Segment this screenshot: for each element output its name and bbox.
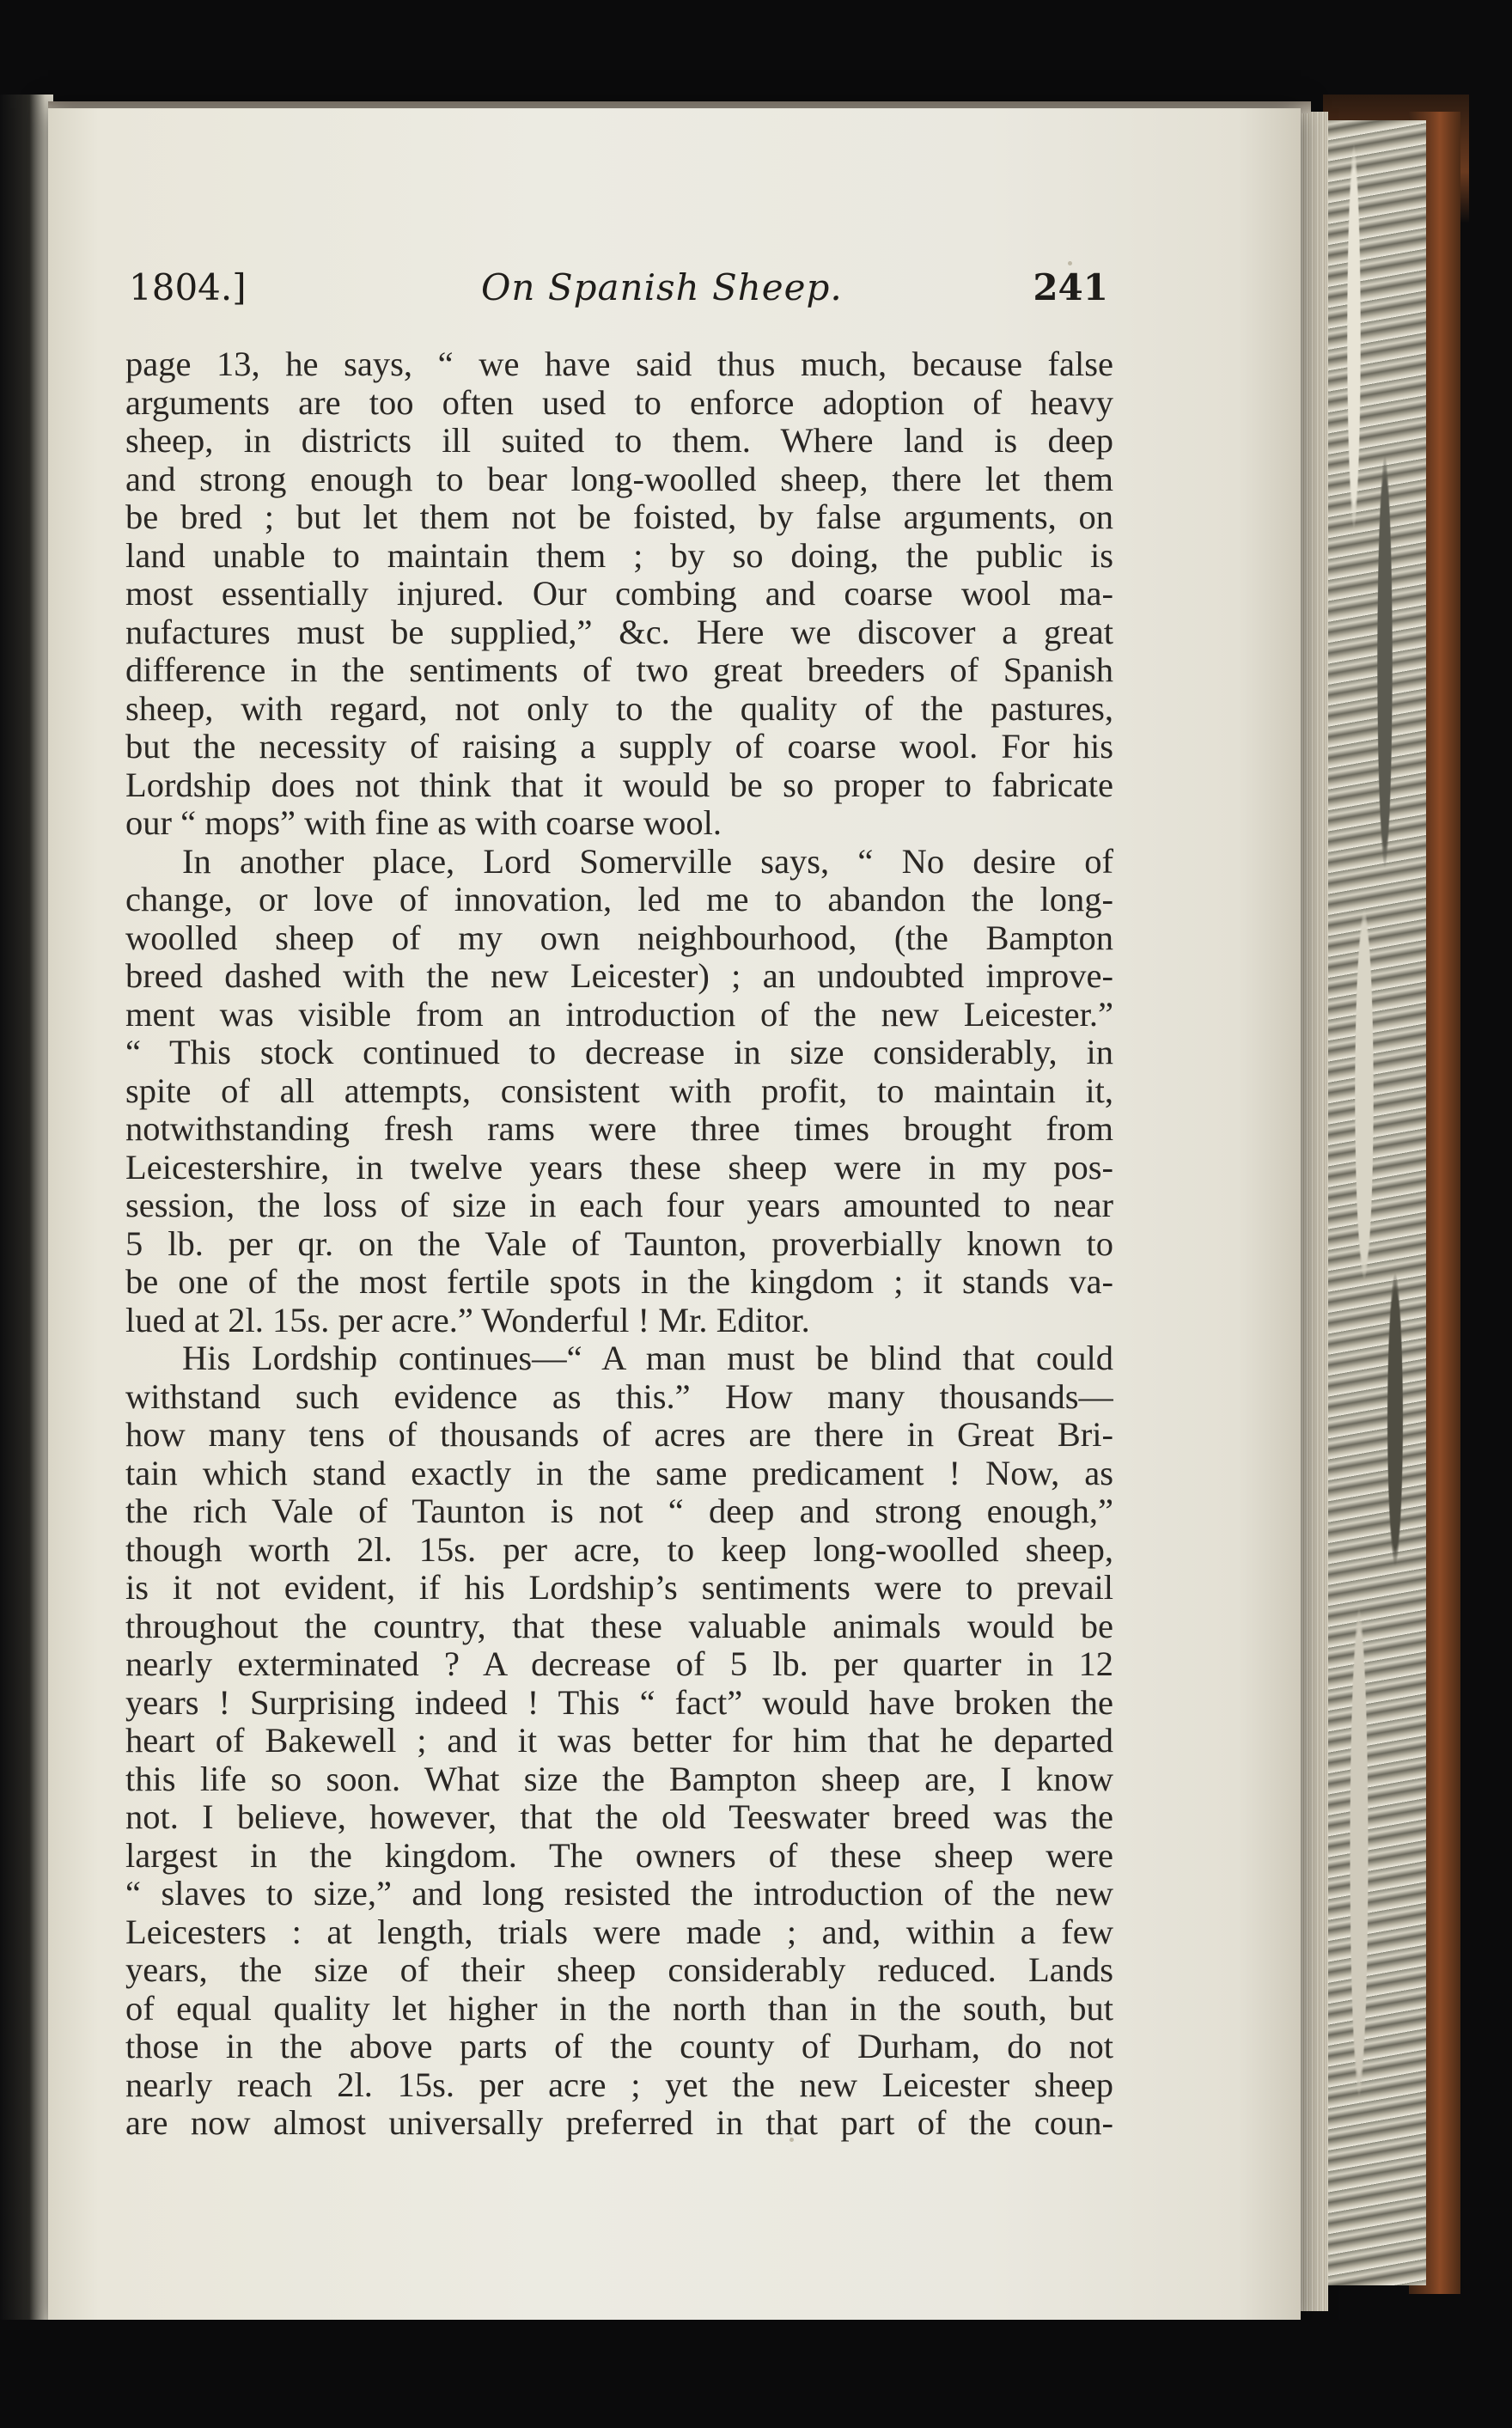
header-title: On Spanish Sheep.	[481, 266, 843, 308]
page-number: 241	[1033, 266, 1108, 308]
text-line: notwithstanding fresh rams were three times brought from	[125, 1110, 1113, 1148]
text-line: Lordship does not think that it would be so proper to fabricate	[125, 766, 1113, 804]
text-line: 5 lb. per qr. on the Vale of Taunton, proverbially known to	[125, 1224, 1113, 1263]
text-line: largest in the kingdom. The owners of these sheep were	[125, 1836, 1113, 1875]
text-line: though worth 2l. 15s. per acre, to keep long-woolled sheep,	[125, 1530, 1113, 1569]
text-line: difference in the sentiments of two great breeders of Spanish	[125, 651, 1113, 689]
text-line: heart of Bakewell ; and it was better for him that he departed	[125, 1722, 1113, 1760]
text-line: land unable to maintain them ; by so doing, the public is	[125, 536, 1113, 575]
text-line: how many tens of thousands of acres are there in Great Bri-	[125, 1416, 1113, 1454]
text-line: session, the loss of size in each four years amounted to near	[125, 1187, 1113, 1224]
text-line: be one of the most fertile spots in the kingdom ; it stands va-	[125, 1263, 1113, 1301]
text-line: arguments are too often used to enforce adoption of heavy	[125, 383, 1113, 422]
text-line: those in the above parts of the county of Durham, do not	[125, 2028, 1113, 2065]
text-line: Leicesters : at length, trials were made ; and, within a few	[125, 1913, 1113, 1951]
text-line: the rich Vale of Taunton is not “ deep and strong enough,”	[125, 1492, 1113, 1530]
text-line: tain which stand exactly in the same predicament ! Now, as	[125, 1454, 1113, 1492]
text-line: woolled sheep of my own neighbourhood, (the Bampton	[125, 918, 1113, 957]
text-line: ment was visible from an introduction of the new Leicester.”	[125, 995, 1113, 1034]
text-line: nearly exterminated ? A decrease of 5 lb. per quarter in 12	[125, 1645, 1113, 1683]
text-line: lued at 2l. 15s. per acre.” Wonderful ! Mr. Editor.	[125, 1301, 810, 1339]
text-line: change, or love of innovation, led me to abandon the long-	[125, 881, 1113, 918]
text-line: is it not evident, if his Lordship’s sentiments were to prevail	[125, 1569, 1113, 1607]
body-text	[125, 345, 1113, 2143]
left-page-edge	[0, 95, 53, 2337]
text-line: spite of all attempts, consistent with profit, to maintain it,	[125, 1071, 1113, 1110]
text-line: “ slaves to size,” and long resisted the introduction of the new	[125, 1875, 1113, 1913]
text-line: our “ mops” with fine as with coarse wool.	[125, 804, 722, 842]
text-line: but the necessity of raising a supply of coarse wool. For his	[125, 728, 1113, 766]
text-line: His Lordship continues—“ A man must be blind that could	[182, 1339, 1113, 1377]
text-line: page 13, he says, “ we have said thus much, because false	[125, 345, 1113, 383]
text-line: this life so soon. What size the Bampton sheep are, I know	[125, 1760, 1113, 1798]
text-line: of equal quality let higher in the north than in the south, but	[125, 1989, 1113, 2028]
text-line: not. I believe, however, that the old Teeswater breed was the	[125, 1798, 1113, 1836]
text-line: years ! Surprising indeed ! This “ fact” would have broken the	[125, 1683, 1113, 1722]
bottom-shadow	[0, 2320, 1512, 2428]
text-line: throughout the country, that these valuable animals would be	[125, 1607, 1113, 1645]
text-line: Leicestershire, in twelve years these sheep were in my pos-	[125, 1148, 1113, 1187]
text-line: years, the size of their sheep considerably reduced. Lands	[125, 1951, 1113, 1989]
text-line: “ This stock continued to decrease in size considerably, in	[125, 1034, 1113, 1071]
top-shadow	[0, 0, 1512, 112]
text-line: nufactures must be supplied,” &c. Here we discover a great	[125, 613, 1113, 651]
header-year: 1804.]	[129, 266, 247, 308]
text-line: and strong enough to bear long-woolled sheep, there let them	[125, 460, 1113, 498]
text-line: nearly reach 2l. 15s. per acre ; yet the new Leicester sheep	[125, 2065, 1113, 2104]
text-line: be bred ; but let them not be foisted, by false arguments, on	[125, 498, 1113, 536]
running-header	[129, 258, 1108, 326]
text-line: sheep, with regard, not only to the quality of the pastures,	[125, 689, 1113, 728]
text-line: breed dashed with the new Leicester) ; an undoubted improve-	[125, 957, 1113, 995]
text-line: sheep, in districts ill suited to them. Where land is deep	[125, 422, 1113, 460]
text-line: In another place, Lord Somerville says, “ No desire of	[182, 842, 1113, 881]
marbled-edge	[1323, 120, 1426, 2285]
text-line: are now almost universally preferred in that part of the coun-	[125, 2104, 1113, 2142]
text-line: withstand such evidence as this.” How many thousands—	[125, 1377, 1113, 1416]
text-line: most essentially injured. Our combing and coarse wool ma-	[125, 575, 1113, 613]
